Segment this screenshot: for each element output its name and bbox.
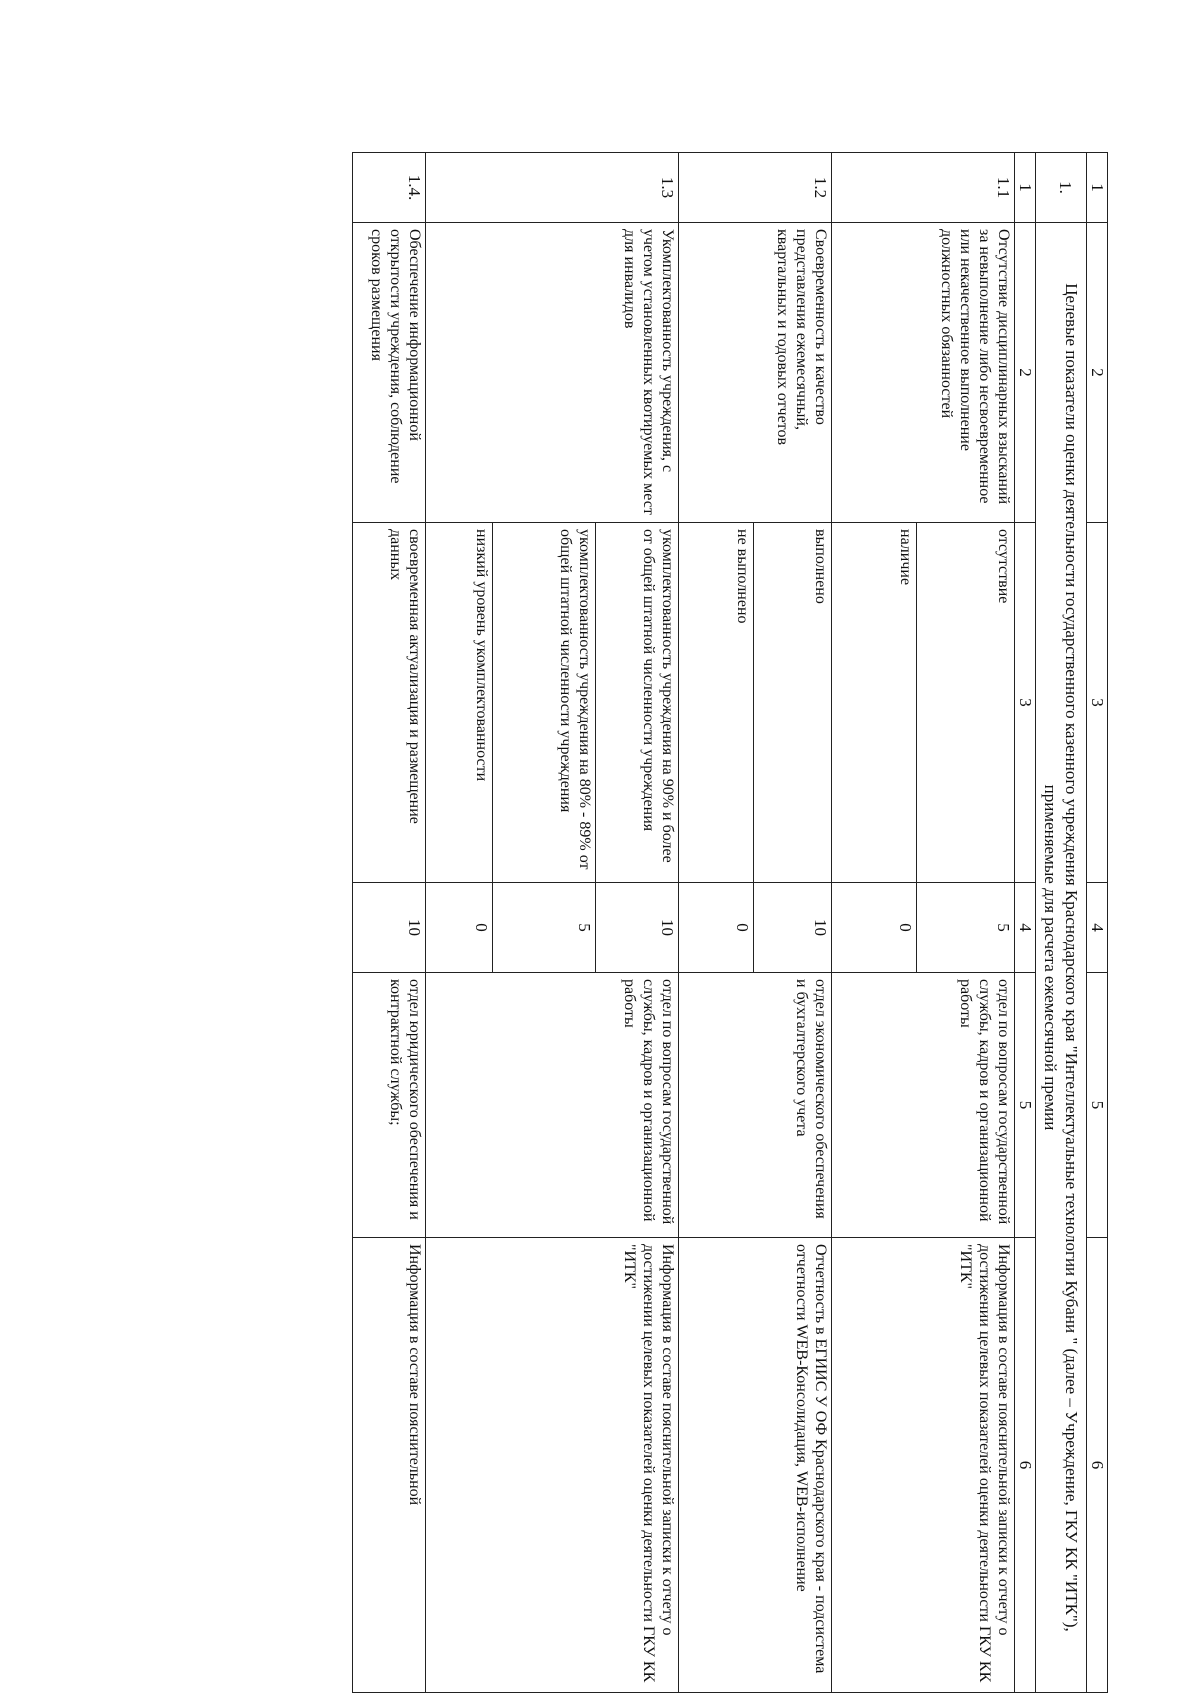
table-row [917, 153, 1015, 1693]
table-row [353, 153, 426, 1693]
row-number: 1.3 [426, 153, 679, 223]
sub-header-cell: 4 [1015, 883, 1036, 973]
sub-header-cell: 2 [1015, 223, 1036, 523]
top-header-cell: 5 [1087, 973, 1108, 1238]
section-title: Целевые показатели оценки деятельности государственного казенного учреждения Краснодарского края "Интеллектуальные технологии Кубани " (далее – Учреждение, ГКУ КК "ИТК"), применяемые для расчета ежемесячной премии [1036, 223, 1087, 1693]
condition-cell: отсутствие [917, 523, 1015, 883]
condition-cell: выполнено [754, 523, 832, 883]
top-header-cell: 4 [1087, 883, 1108, 973]
points-cell: 10 [596, 883, 679, 973]
sub-header-cell: 5 [1015, 973, 1036, 1238]
points-cell: 10 [754, 883, 832, 973]
condition-cell: укомплектованность учреждения на 90% и более от общей штатной численности учреждения [596, 523, 679, 883]
source-cell: Отчетность в ЕГИИС У ОФ Краснодарского края - подсистема отчетности WEB-Консолидация, WEB-исполнение [679, 1238, 832, 1693]
rotated-page [188, 152, 1108, 1692]
sub-header-cell: 3 [1015, 523, 1036, 883]
points-cell: 5 [493, 883, 596, 973]
responsible-cell: отдел юридического обеспечения и контрактной службы; [353, 973, 426, 1238]
top-header-cell: 1 [1087, 153, 1108, 223]
indicator-cell: Своевременность и качество представления ежемесячный, квартальных и годовых отчетов [679, 223, 832, 523]
indicator-cell: Отсутствие дисциплинарных взысканий за невыполнение либо несвоевременное или некачественное выполнение должностных обязанностей [832, 223, 1015, 523]
source-cell: Информация в составе пояснительной записки к отчету о достижении целевых показателей оценки деятельности ГКУ КК "ИТК" [426, 1238, 679, 1693]
condition-cell: не выполнено [679, 523, 754, 883]
responsible-cell: отдел по вопросам государственной службы, кадров и организационной работы [426, 973, 679, 1238]
row-number: 1.1 [832, 153, 1015, 223]
points-cell: 10 [353, 883, 426, 973]
responsible-cell: отдел экономического обеспечения и бухгалтерского учета [679, 973, 832, 1238]
section-number: 1. [1036, 153, 1087, 223]
indicators-table [352, 152, 1108, 1693]
source-cell: Информация в составе пояснительной [353, 1238, 426, 1693]
points-cell: 0 [832, 883, 917, 973]
condition-cell: низкий уровень укомплектованности [426, 523, 493, 883]
indicator-cell: Укомплектованность учреждения, с учетом установленных квотируемых мест для инвалидов [426, 223, 679, 523]
table-row [754, 153, 832, 1693]
source-cell: Информация в составе пояснительной записки к отчету о достижении целевых показателей оценки деятельности ГКУ КК "ИТК" [832, 1238, 1015, 1693]
points-cell: 5 [917, 883, 1015, 973]
section-row [1036, 153, 1087, 1693]
sub-header-row [1015, 153, 1036, 1693]
top-header-cell: 2 [1087, 223, 1108, 523]
condition-cell: наличие [832, 523, 917, 883]
top-header-cell: 6 [1087, 1238, 1108, 1693]
top-header-row [1087, 153, 1108, 1693]
points-cell: 0 [679, 883, 754, 973]
condition-cell: своевременная актуализация и размещение данных [353, 523, 426, 883]
row-number: 1.2 [679, 153, 832, 223]
sub-header-cell: 6 [1015, 1238, 1036, 1693]
top-header-cell: 3 [1087, 523, 1108, 883]
indicator-cell: Обеспечение информационной открытости учреждения, соблюдение сроков размещения [353, 223, 426, 523]
condition-cell: укомплектованность учреждения на 80% - 89% от общей штатной численности учреждения [493, 523, 596, 883]
table-row [596, 153, 679, 1693]
sub-header-cell: 1 [1015, 153, 1036, 223]
points-cell: 0 [426, 883, 493, 973]
row-number: 1.4. [353, 153, 426, 223]
responsible-cell: отдел по вопросам государственной службы, кадров и организационной работы [832, 973, 1015, 1238]
